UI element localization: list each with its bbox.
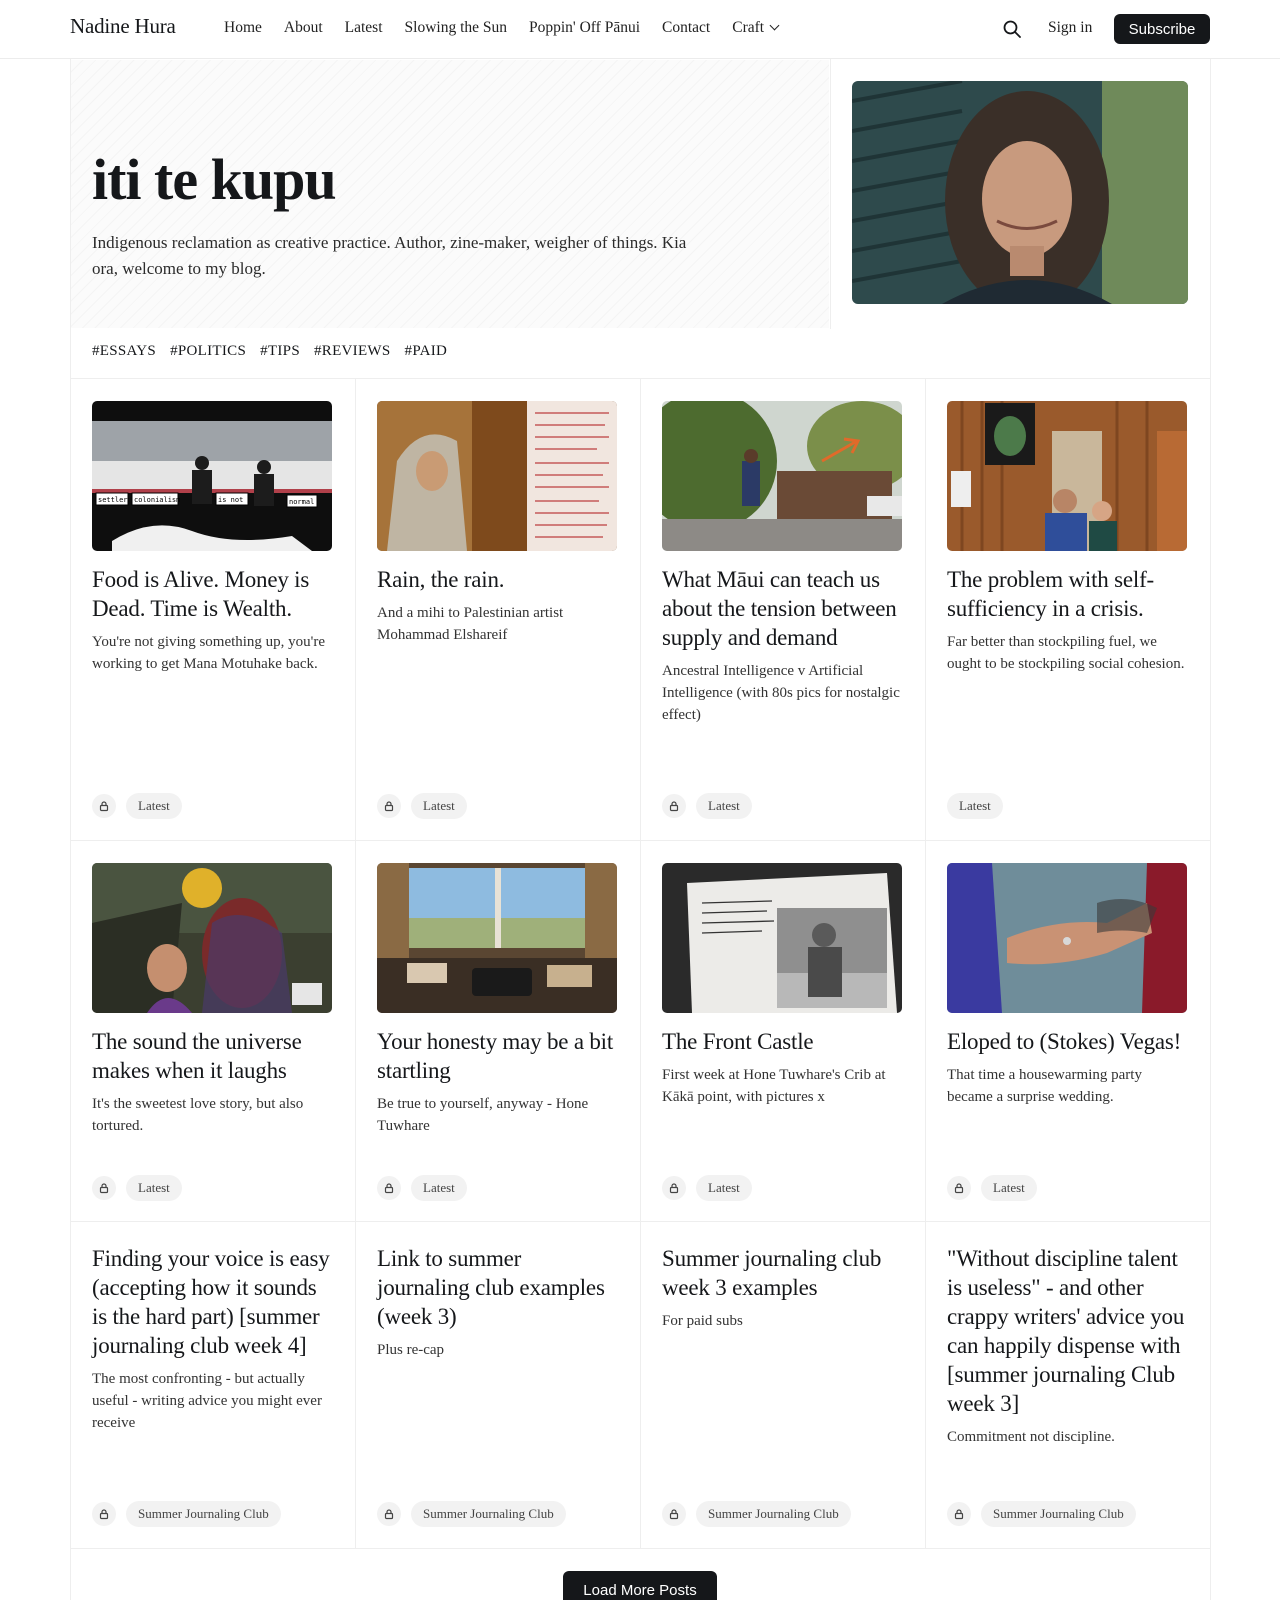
nav-contact[interactable]: Contact <box>662 19 711 36</box>
post-card[interactable] <box>947 401 1187 675</box>
post-tag[interactable]: Latest <box>947 793 1003 819</box>
post-title[interactable]: Your honesty may be a bit startling <box>377 1029 614 1083</box>
post-tag[interactable]: Latest <box>411 793 467 819</box>
nav-poppin-off-panui[interactable]: Poppin' Off Pānui <box>529 19 641 36</box>
post-excerpt: It's the sweetest love story, but also tortured. <box>92 1096 304 1134</box>
post-tag[interactable]: Summer Journaling Club <box>696 1501 851 1527</box>
lock-icon <box>947 1176 971 1200</box>
post-excerpt: Ancestral Intelligence v Artificial Intelligence (with 80s pics for nostalgic effect) <box>662 663 900 723</box>
post-card[interactable] <box>947 1230 1187 1448</box>
nav-about[interactable]: About <box>283 19 323 36</box>
site-logo[interactable]: Nadine Hura <box>70 14 176 38</box>
lock-icon <box>92 1176 116 1200</box>
post-tag[interactable]: Latest <box>126 1175 182 1201</box>
lock-icon <box>92 1502 116 1526</box>
post-excerpt: You're not giving something up, you're working to get Mana Motuhake back. <box>92 634 326 672</box>
search-button[interactable] <box>1002 19 1022 39</box>
lock-icon <box>662 1176 686 1200</box>
thumb-caption: settler <box>98 496 128 504</box>
post-tag[interactable]: Summer Journaling Club <box>411 1501 566 1527</box>
post-title[interactable]: "Without discipline talent is useless" - and other crappy writers' advice you can happily dispense with [summer journaling Club week 3] <box>947 1246 1185 1416</box>
post-image[interactable] <box>662 401 902 551</box>
post-meta <box>662 1501 851 1527</box>
hero-title: iti te kupu <box>92 147 336 212</box>
nav-slowing-the-sun[interactable]: Slowing the Sun <box>404 19 507 36</box>
post-excerpt: Far better than stockpiling fuel, we ought to be stockpiling social cohesion. <box>947 634 1185 672</box>
post-excerpt: Commitment not discipline. <box>947 1429 1115 1445</box>
post-meta <box>947 793 1003 819</box>
post-tag[interactable]: Latest <box>696 793 752 819</box>
thumb-caption: is not <box>218 496 244 504</box>
post-card[interactable] <box>92 1230 332 1434</box>
post-card[interactable] <box>377 401 617 646</box>
post-image[interactable] <box>377 863 617 1013</box>
post-excerpt: Plus re-cap <box>377 1342 445 1358</box>
post-excerpt: For paid subs <box>662 1313 743 1329</box>
lock-icon <box>377 1502 401 1526</box>
post-title[interactable]: Eloped to (Stokes) Vegas! <box>947 1029 1182 1054</box>
post-card[interactable] <box>662 863 902 1108</box>
hero-description: Indigenous reclamation as creative practice. Author, zine-maker, weigher of things. Kia ora, welcome to my blog. <box>92 233 687 278</box>
tag-tips[interactable]: #TIPS <box>260 343 300 359</box>
post-excerpt: First week at Hone Tuwhare's Crib at Kākā point, with pictures x <box>662 1067 886 1105</box>
post-title[interactable]: Finding your voice is easy (accepting how it sounds is the hard part) [summer journaling club week 4] <box>92 1246 330 1358</box>
post-meta <box>377 793 467 819</box>
post-meta <box>947 1175 1037 1201</box>
tag-essays[interactable]: #ESSAYS <box>92 343 157 359</box>
nav-latest[interactable]: Latest <box>344 19 383 36</box>
post-card[interactable] <box>377 863 617 1137</box>
tag-reviews[interactable]: #REVIEWS <box>313 343 391 359</box>
post-title[interactable]: Rain, the rain. <box>377 567 505 592</box>
column-divider <box>640 378 641 1548</box>
author-portrait <box>852 81 1188 304</box>
post-card[interactable] <box>662 1230 902 1332</box>
post-excerpt: The most confronting - but actually useful - writing advice you might ever receive <box>92 1371 322 1431</box>
column-divider <box>925 378 926 1548</box>
post-meta <box>377 1501 566 1527</box>
post-title[interactable]: The sound the universe makes when it laughs <box>92 1029 302 1083</box>
post-image[interactable] <box>377 401 617 551</box>
post-meta <box>92 793 182 819</box>
load-more-button[interactable]: Load More Posts <box>563 1571 717 1600</box>
nav-craft-label: Craft <box>732 19 765 36</box>
signin-link[interactable]: Sign in <box>1048 19 1093 36</box>
post-card[interactable] <box>92 401 332 675</box>
post-title[interactable]: Link to summer journaling club examples (week 3) <box>377 1246 605 1329</box>
post-meta <box>92 1175 182 1201</box>
tag-paid[interactable]: #PAID <box>404 343 448 359</box>
post-title[interactable]: The problem with self-sufficiency in a crisis. <box>947 567 1155 621</box>
main-nav <box>224 19 778 37</box>
chevron-down-icon <box>770 21 780 31</box>
post-card[interactable] <box>662 401 902 726</box>
post-meta <box>92 1501 281 1527</box>
nav-home[interactable]: Home <box>224 19 262 36</box>
tag-politics[interactable]: #POLITICS <box>170 343 247 359</box>
post-tag[interactable]: Latest <box>126 793 182 819</box>
post-tag[interactable]: Latest <box>696 1175 752 1201</box>
site-header <box>0 0 1280 59</box>
post-meta <box>662 793 752 819</box>
tag-list <box>92 343 447 360</box>
lock-icon <box>377 794 401 818</box>
post-excerpt: That time a housewarming party became a surprise wedding. <box>947 1067 1142 1105</box>
post-card[interactable] <box>947 863 1187 1108</box>
hero-divider <box>830 59 831 329</box>
post-meta <box>377 1175 467 1201</box>
post-excerpt: Be true to yourself, anyway - Hone Tuwhare <box>377 1096 589 1134</box>
post-excerpt: And a mihi to Palestinian artist Mohammad Elshareif <box>377 605 564 643</box>
divider <box>70 1548 1210 1549</box>
lock-icon <box>92 794 116 818</box>
post-card[interactable] <box>377 1230 617 1361</box>
post-title[interactable]: What Māui can teach us about the tension between supply and demand <box>662 567 897 650</box>
lock-icon <box>947 1502 971 1526</box>
column-divider <box>355 378 356 1548</box>
post-image[interactable] <box>92 401 332 551</box>
nav-craft-dropdown[interactable] <box>732 19 778 37</box>
thumb-caption: normal <box>289 498 315 506</box>
thumb-caption: colonialism <box>134 496 181 504</box>
post-tag[interactable]: Latest <box>411 1175 467 1201</box>
frame-right-border <box>1210 59 1211 1600</box>
lock-icon <box>662 1502 686 1526</box>
post-image[interactable] <box>662 863 902 1013</box>
post-tag[interactable]: Summer Journaling Club <box>126 1501 281 1527</box>
post-card[interactable] <box>92 863 332 1137</box>
post-meta <box>662 1175 752 1201</box>
search-icon <box>1002 19 1022 39</box>
post-image[interactable] <box>92 863 332 1013</box>
subscribe-button[interactable]: Subscribe <box>1114 14 1210 44</box>
post-tag[interactable]: Summer Journaling Club <box>981 1501 1136 1527</box>
post-title[interactable]: Summer journaling club week 3 examples <box>662 1246 882 1300</box>
lock-icon <box>662 794 686 818</box>
post-meta <box>947 1501 1136 1527</box>
post-title[interactable]: The Front Castle <box>662 1029 814 1054</box>
post-image[interactable] <box>947 863 1187 1013</box>
lock-icon <box>377 1176 401 1200</box>
post-tag[interactable]: Latest <box>981 1175 1037 1201</box>
post-image[interactable] <box>947 401 1187 551</box>
post-title[interactable]: Food is Alive. Money is Dead. Time is Wealth. <box>92 567 310 621</box>
